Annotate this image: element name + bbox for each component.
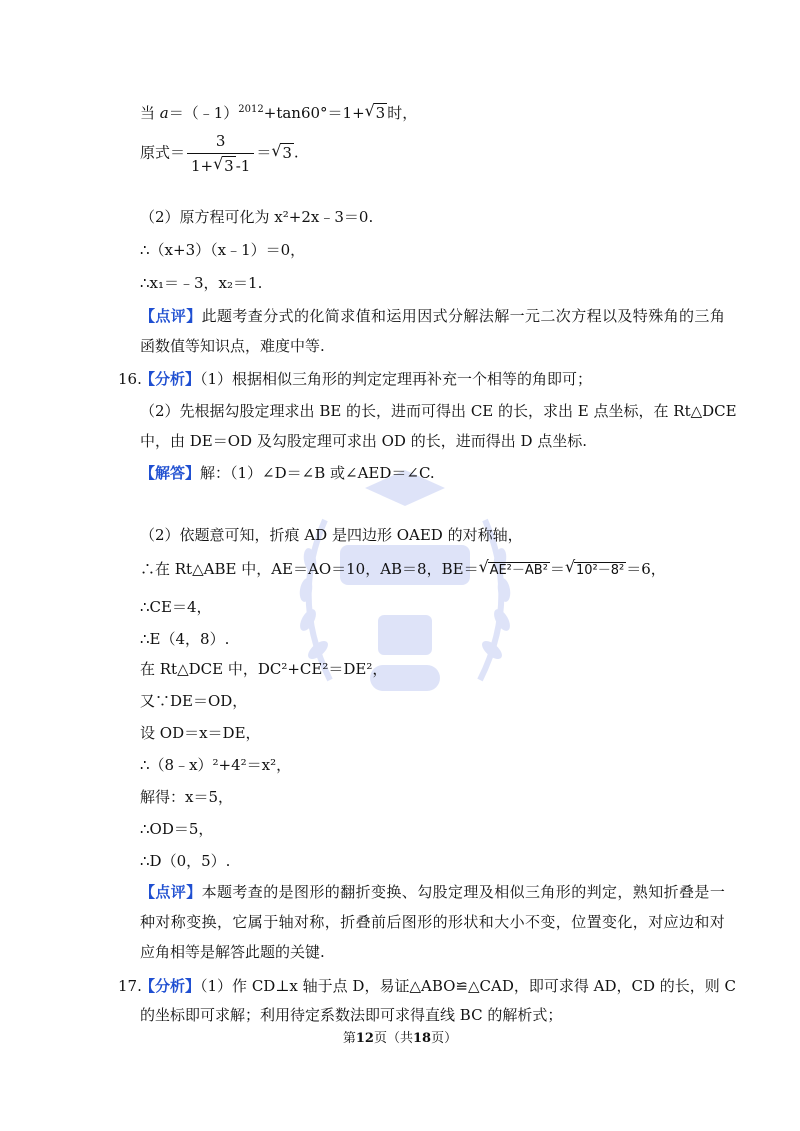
watermark-logo: [270, 450, 540, 720]
text-segment: ＝: [549, 560, 565, 578]
comment-tag: 【点评】: [140, 307, 202, 325]
solution-line-2: [140, 131, 299, 176]
text-segment: ＝1+: [327, 104, 365, 122]
fraction: [187, 131, 254, 176]
text-segment: .: [293, 143, 299, 162]
q16-step-8: ∴（8﹣x）²+4²＝x²，: [140, 756, 292, 774]
sqrt-expression: [271, 143, 294, 163]
fraction-numerator: 3: [215, 132, 226, 150]
page-footer: [0, 1030, 800, 1048]
q16-step-4: ∴E（4，8）.: [140, 630, 230, 648]
text-segment: 时，: [387, 104, 418, 122]
text-segment: ＝: [256, 143, 272, 162]
q16-step-7: 设 OD＝x＝DE，: [140, 724, 261, 742]
sqrt-expression: [565, 559, 626, 581]
q17-analysis-line-1: [140, 976, 736, 996]
q16-step-5: 在 Rt△DCE 中，DC²+CE²＝DE²，: [140, 660, 388, 678]
text-segment: （1）作 CD⊥x 轴于点 D，易证△ABO≌△CAD，即可求得 AD，CD 的长，则 C: [200, 977, 737, 995]
sqrt-expression: [479, 559, 550, 581]
text-segment: 1+: [191, 157, 214, 175]
q16-step-9: 解得：x＝5，: [140, 788, 234, 806]
question-number: 16.: [118, 370, 142, 388]
text-segment: ＝6，: [626, 560, 666, 578]
fraction-denominator: [187, 153, 254, 176]
q16-step-10: ∴OD＝5，: [140, 820, 214, 838]
comment-paragraph-1-cont: 函数值等知识点，难度中等.: [140, 337, 325, 355]
text-segment: （1）根据相似三角形的判定定理再补充一个相等的角即可；: [200, 370, 593, 388]
sqrt-expression: [213, 156, 236, 176]
question-number: 17.: [118, 977, 142, 995]
solution-line-4: ∴（x+3）（x﹣1）＝0，: [140, 241, 306, 259]
comment-tag: 【点评】: [140, 883, 202, 901]
text-segment: +tan60°: [263, 104, 328, 122]
radicand: 3: [224, 157, 234, 175]
q16-step-1: （2）依题意可知，折痕 AD 是四边形 OAED 的对称轴，: [140, 526, 523, 544]
solution-line-5: ∴x₁＝﹣3，x₂＝1.: [140, 274, 263, 292]
q17-analysis-line-2: 的坐标即可求解；利用待定系数法即可求得直线 BC 的解析式；: [140, 1006, 563, 1024]
q16-analysis-line-2: （2）先根据勾股定理求出 BE 的长，进而可得出 CE 的长，求出 E 点坐标，在 Rt△DCE: [140, 402, 737, 420]
q16-step-2: [140, 559, 666, 581]
analysis-tag: 【分析】: [140, 977, 201, 995]
text-segment: 本题考查的是图形的翻折变换、勾股定理及相似三角形的判定，熟知折叠是一: [201, 883, 726, 901]
radicand: 3: [282, 143, 292, 162]
q16-analysis-line-3: 中，由 DE＝OD 及勾股定理可求出 OD 的长，进而得出 D 点坐标.: [140, 432, 588, 450]
answer-tag: 【解答】: [140, 464, 201, 482]
comment-paragraph-2-end: 应角相等是解答此题的关键.: [140, 943, 325, 961]
text-segment: 解：（1）∠D＝∠B 或∠AED＝∠C.: [200, 464, 435, 482]
text-segment: 当: [140, 104, 156, 122]
text-segment: -1: [235, 157, 251, 175]
q16-step-6: 又∵DE＝OD，: [140, 692, 248, 710]
text-segment: 页）: [431, 1031, 458, 1046]
radicand: 3: [375, 104, 386, 122]
comment-paragraph-1: [140, 306, 725, 326]
q16-step-11: ∴D（0，5）.: [140, 852, 231, 870]
page-total: 18: [413, 1031, 432, 1046]
text-segment: 此题考查分式的化简求值和运用因式分解法解一元二次方程以及特殊角的三角: [201, 307, 726, 325]
text-segment: 第: [342, 1031, 356, 1046]
comment-paragraph-2: [140, 882, 725, 902]
text-segment: ＝（﹣1）: [168, 104, 239, 122]
comment-paragraph-2-cont: 种对称变换，它属于轴对称，折叠前后图形的形状和大小不变，位置变化，对应边和对: [140, 913, 726, 931]
solution-line-1: 当 a＝（﹣1）$^{2012}$+tan60°＝1+ √ 3 时，: [140, 103, 417, 123]
radicand: AE²－AB²: [489, 563, 548, 578]
sqrt-expression: [365, 103, 388, 123]
q16-answer-line: [140, 463, 435, 483]
q16-analysis-line-1: [140, 369, 592, 389]
text-segment: ∴在 Rt△ABE 中，AE＝AO＝10，AB＝8，BE＝: [140, 560, 479, 578]
solution-line-3: （2）原方程可化为 x²+2x﹣3＝0.: [140, 208, 374, 226]
radicand: 10²－8²: [575, 563, 625, 578]
exponent: 2012: [238, 104, 264, 115]
text-segment: 页（共: [373, 1031, 413, 1046]
text-segment: 原式＝: [140, 143, 186, 162]
page-number: 12: [355, 1031, 374, 1046]
analysis-tag: 【分析】: [140, 370, 201, 388]
q16-step-3: ∴CE＝4，: [140, 598, 212, 616]
